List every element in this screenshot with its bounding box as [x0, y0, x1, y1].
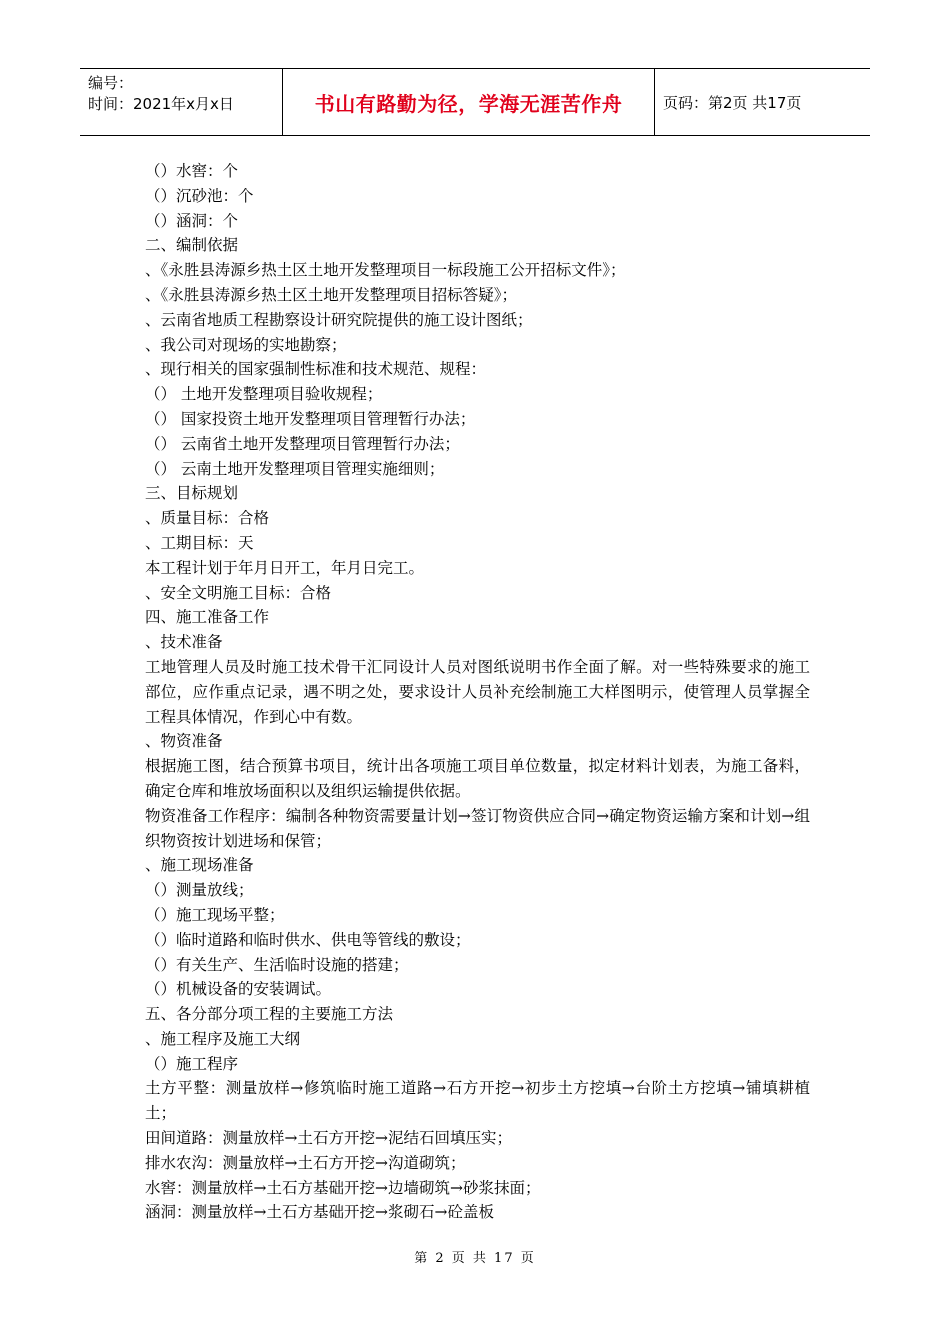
text-line: （）沉砂池：个	[145, 186, 254, 205]
document-date: 时间：2021年x月x日	[88, 95, 234, 113]
text-line: （） 土地开发整理项目验收规程；	[145, 385, 383, 404]
text-line: （）临时道路和临时供水、供电等管线的敷设；	[145, 930, 471, 949]
text-line: 、工期目标：天	[145, 533, 254, 552]
text-line: 、我公司对现场的实地勘察；	[145, 335, 347, 354]
paragraph: 工地管理人员及时施工技术骨干汇同设计人员对图纸说明书作全面了解。对一些特殊要求的施工部位，应作重点记录，遇不明之处，要求设计人员补充绘制施工大样图明示，使管理人员掌握全工程具体情况，作到心中有数。	[145, 657, 810, 726]
paragraph: 土方平整：测量放样→修筑临时施工道路→石方开挖→初步土方挖填→台阶土方挖填→铺填耕植土；	[145, 1079, 810, 1123]
text-line: 本工程计划于年月日开工，年月日完工。	[145, 558, 425, 577]
text-line: 、物资准备	[145, 732, 223, 751]
text-line: 、技术准备	[145, 633, 223, 652]
text-line: （） 云南省土地开发整理项目管理暂行办法；	[145, 434, 460, 453]
text-line: （）测量放线；	[145, 881, 254, 900]
header-motto-cell	[282, 69, 655, 135]
text-line: 、云南省地质工程勘察设计研究院提供的施工设计图纸；	[145, 310, 533, 329]
text-line: 排水农沟：测量放样→土石方开挖→沟道砌筑；	[145, 1153, 466, 1172]
text-line: 、施工程序及施工大纲	[145, 1029, 301, 1048]
text-line: 、现行相关的国家强制性标准和技术规范、规程：	[145, 360, 487, 379]
header-left-cell	[80, 69, 282, 135]
header-motto: 书山有路勤为径，学海无涯苦作舟	[314, 91, 623, 116]
page-footer: 第 2 页 共 17 页	[414, 1251, 536, 1266]
text-line: 涵洞：测量放样→土石方基础开挖→浆砌石→砼盖板	[145, 1203, 494, 1222]
document-body	[145, 159, 810, 1225]
section-heading: 四、施工准备工作	[145, 608, 270, 627]
section-heading: 二、编制依据	[145, 236, 239, 255]
section-heading: 五、各分部分项工程的主要施工方法	[145, 1005, 394, 1024]
page-header	[80, 68, 870, 136]
document-number-label: 编号：	[88, 74, 134, 92]
text-line: （） 国家投资土地开发整理项目管理暂行办法；	[145, 409, 476, 428]
text-line: （） 云南土地开发整理项目管理实施细则；	[145, 459, 445, 478]
text-line: 水窖：测量放样→土石方基础开挖→边墙砌筑→砂浆抹面；	[145, 1178, 541, 1197]
text-line: （）机械设备的安装调试。	[145, 980, 332, 999]
paragraph: 根据施工图，结合预算书项目，统计出各项施工项目单位数量，拟定材料计划表，为施工备料，确定仓库和堆放场面积以及组织运输提供依据。	[145, 757, 810, 800]
header-page-info: 页码：第2页 共17页	[663, 93, 802, 112]
text-line: （）有关生产、生活临时设施的搭建；	[145, 955, 409, 974]
text-line: 、安全文明施工目标：合格	[145, 583, 332, 602]
text-line: （）水窖：个	[145, 162, 239, 180]
text-line: 、《永胜县涛源乡热土区土地开发整理项目一标段施工公开招标文件》；	[145, 261, 626, 280]
text-line: （）施工程序	[145, 1054, 239, 1073]
section-heading: 三、目标规划	[145, 484, 239, 503]
text-line: 、质量目标：合格	[145, 509, 270, 528]
text-line: （）涵洞：个	[145, 211, 239, 230]
text-line: 、《永胜县涛源乡热土区土地开发整理项目招标答疑》；	[145, 285, 518, 304]
text-line: 、施工现场准备	[145, 856, 254, 875]
text-line: 田间道路：测量放样→土石方开挖→泥结石回填压实；	[145, 1129, 512, 1148]
paragraph: 物资准备工作程序：编制各种物资需要量计划→签订物资供应合同→确定物资运输方案和计划→组织物资按计划进场和保管；	[145, 806, 810, 850]
header-right-cell	[655, 69, 870, 135]
text-line: （）施工现场平整；	[145, 905, 285, 924]
